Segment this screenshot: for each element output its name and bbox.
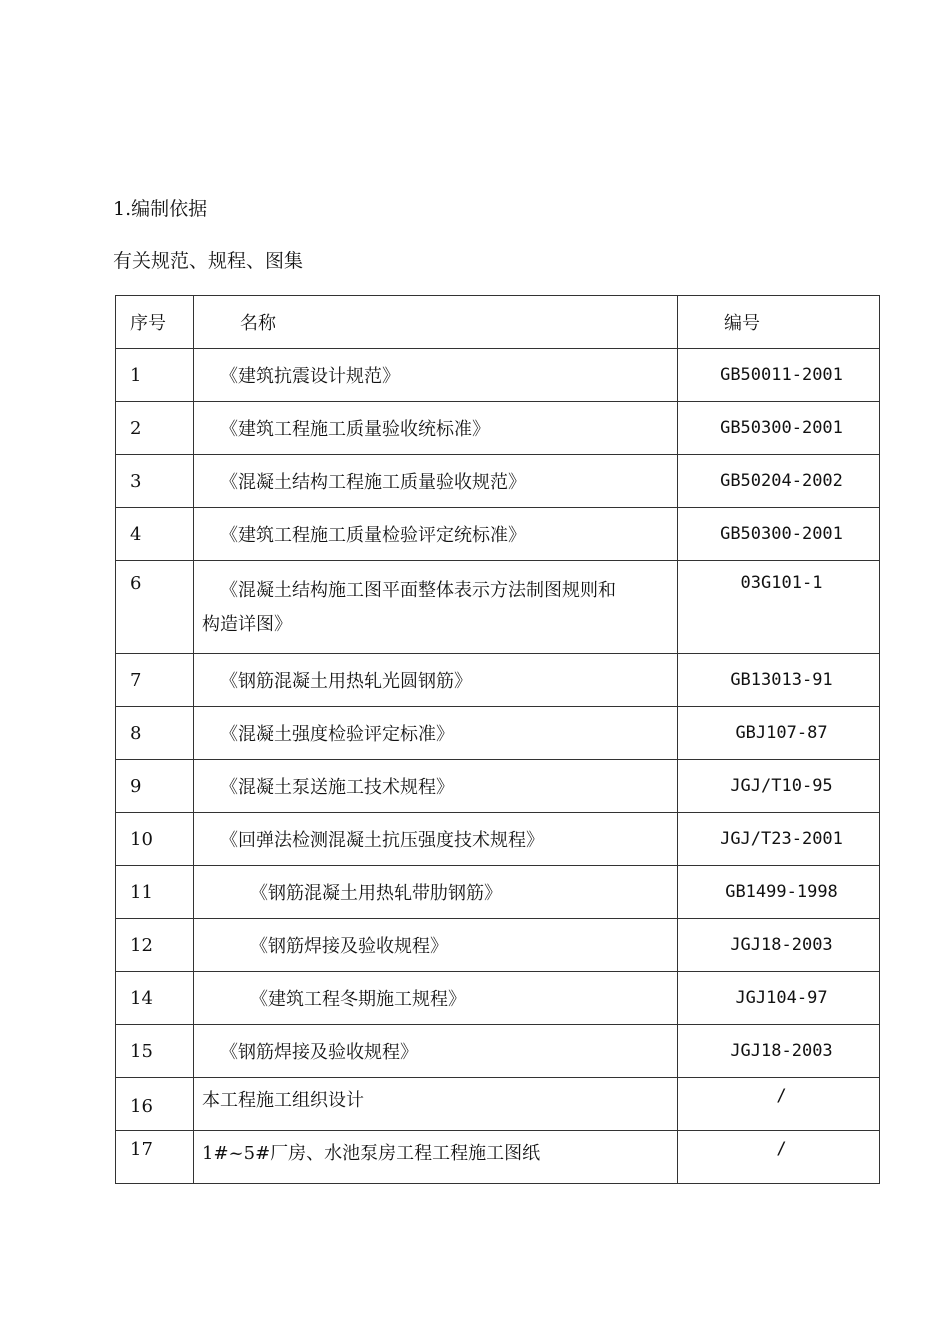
table-row (116, 455, 880, 508)
row-name: 《钢筋焊接及验收规程》 (194, 1025, 678, 1078)
table-row (116, 654, 880, 707)
header-code: 编号 (678, 296, 880, 349)
table-row (116, 866, 880, 919)
row-name: 本工程施工组织设计 (194, 1078, 678, 1131)
table-row (116, 972, 880, 1025)
row-name: 《回弹法检测混凝土抗压强度技术规程》 (194, 813, 678, 866)
header-no: 序号 (116, 296, 194, 349)
row-no: 1 (116, 349, 194, 402)
row-code: GB13013-91 (678, 654, 880, 707)
section-heading: 1.编制依据 (113, 198, 208, 220)
row-name-line-1-text: 《混凝土结构施工图平面整体表示方法制图规则和 (220, 580, 616, 601)
row-code: GBJ107-87 (678, 707, 880, 760)
row-no: 12 (116, 919, 194, 972)
row-name: 《钢筋焊接及验收规程》 (194, 919, 678, 972)
row-no: 14 (116, 972, 194, 1025)
table-row (116, 508, 880, 561)
section-subheading: 有关规范、规程、图集 (113, 250, 304, 272)
row-code: GB50011-2001 (678, 349, 880, 402)
row-code: GB50204-2002 (678, 455, 880, 508)
table-row (116, 1131, 880, 1184)
row-code: GB50300-2001 (678, 402, 880, 455)
row-no: 8 (116, 707, 194, 760)
table-row (116, 919, 880, 972)
row-name: 《混凝土结构工程施工质量验收规范》 (194, 455, 678, 508)
table-row (116, 561, 880, 654)
table-row (116, 349, 880, 402)
row-no: 16 (116, 1078, 194, 1131)
row-no: 3 (116, 455, 194, 508)
row-no: 11 (116, 866, 194, 919)
row-code: JGJ/T23-2001 (678, 813, 880, 866)
row-no: 4 (116, 508, 194, 561)
row-name: 《建筑工程施工质量检验评定统标准》 (194, 508, 678, 561)
table-row (116, 813, 880, 866)
row-code: JGJ18-2003 (678, 919, 880, 972)
row-name: 《建筑工程施工质量验收统标准》 (194, 402, 678, 455)
row-name: 《钢筋混凝土用热轧光圆钢筋》 (194, 654, 678, 707)
row-code: / (678, 1131, 880, 1184)
row-code: JGJ/T10-95 (678, 760, 880, 813)
table-row (116, 402, 880, 455)
table-header-row (116, 296, 880, 349)
table-row (116, 707, 880, 760)
table-row (116, 1078, 880, 1131)
row-no: 7 (116, 654, 194, 707)
row-no: 15 (116, 1025, 194, 1078)
row-code: JGJ18-2003 (678, 1025, 880, 1078)
table-row (116, 1025, 880, 1078)
row-code: / (678, 1078, 880, 1131)
row-name: 《混凝土强度检验评定标准》 (194, 707, 678, 760)
specs-table (115, 295, 880, 1184)
row-name (194, 561, 678, 654)
row-name: 《钢筋混凝土用热轧带肋钢筋》 (194, 866, 678, 919)
row-name: 《混凝土泵送施工技术规程》 (194, 760, 678, 813)
header-name: 名称 (194, 296, 678, 349)
row-no: 6 (116, 561, 194, 654)
row-name-line-2: 构造详图》 (202, 614, 292, 635)
row-code: JGJ104-97 (678, 972, 880, 1025)
row-name: 《建筑工程冬期施工规程》 (194, 972, 678, 1025)
row-code: GB50300-2001 (678, 508, 880, 561)
row-no: 17 (116, 1131, 194, 1184)
row-no: 9 (116, 760, 194, 813)
row-no: 10 (116, 813, 194, 866)
row-name: 《建筑抗震设计规范》 (194, 349, 678, 402)
row-no: 2 (116, 402, 194, 455)
row-name: 1#~5#厂房、水池泵房工程工程施工图纸 (194, 1131, 678, 1184)
row-code: 03G101-1 (678, 561, 880, 654)
row-code: GB1499-1998 (678, 866, 880, 919)
table-row (116, 760, 880, 813)
